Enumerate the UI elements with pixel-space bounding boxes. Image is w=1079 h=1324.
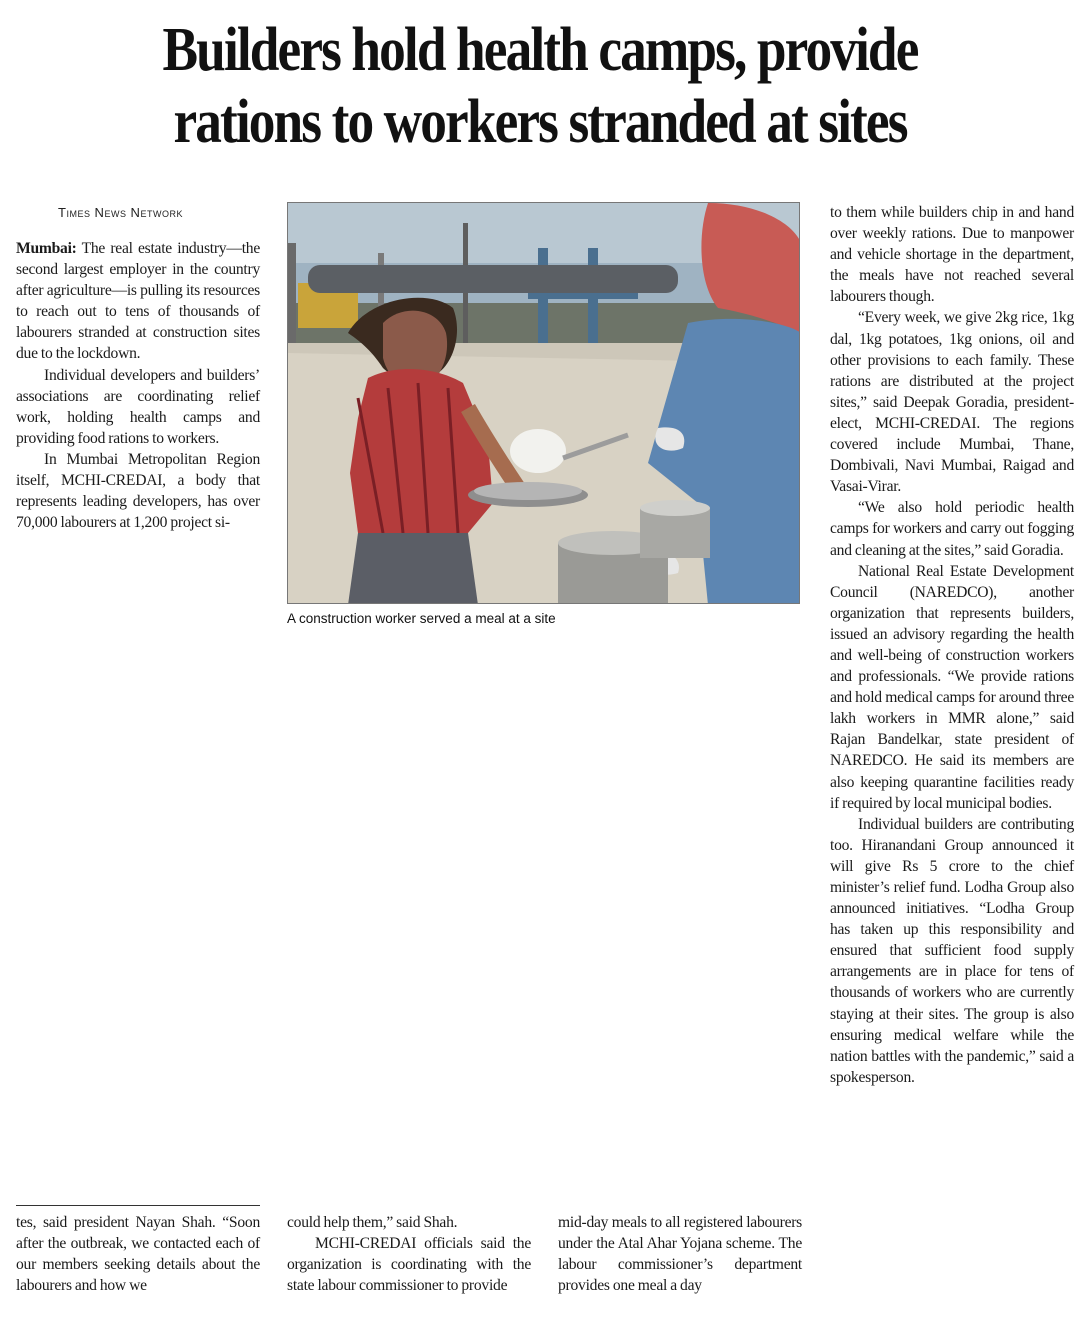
paragraph — [16, 238, 260, 365]
byline: Times News Network — [58, 205, 183, 220]
paragraph: National Real Estate Development Council (NAREDCO), another organization that represents builders, issued an advisory regarding the health and well-being of construction workers and professionals. “We provide rations and hold medical camps for around three lakh workers in MMR alone,” said Rajan Bandelkar, state president of NAREDCO. He said its members are also keeping quarantine facilities ready if required by local municipal bodies. — [830, 562, 1074, 812]
paragraph: could help them,” said Shah. — [287, 1214, 458, 1231]
divider — [16, 1205, 260, 1206]
paragraph: MCHI-CREDAI officials said the organization is coordinating with the state labour commissioner to provide — [287, 1235, 531, 1295]
paragraph: mid-day meals to all registered labourers under the Atal Ahar Yojana scheme. The labour commissioner’s department provides one meal a day — [558, 1214, 802, 1295]
paragraph: to them while builders chip in and hand over weekly rations. Due to manpower and vehicle shortage in the department, the meals have not reached several labourers though. — [830, 204, 1074, 306]
bottom-column-2 — [287, 1212, 531, 1296]
paragraph-text: The real estate industry—the second largest employer in the country after agriculture—is pulling its resources to reach out to tens of thousands of labourers stranded at construction sites due to the lockdown. — [16, 240, 260, 363]
paragraph: tes, said president Nayan Shah. “Soon after the outbreak, we contacted each of our members seeking details about the labourers and how we — [16, 1214, 260, 1295]
paragraph: “We also hold periodic health camps for workers and carry out fogging and cleaning at the sites,” said Goradia. — [830, 499, 1074, 559]
paragraph: “Every week, we give 2kg rice, 1kg dal, 1kg potatoes, 1kg onions, oil and other provisions to each family. These rations are distributed at the project sites,” said Deepak Goradia, president-elect, MCHI-CREDAI. The regions covered include Mumbai, Thane, Dombivali, Navi Mumbai, Raigad and Vasai-Virar. — [830, 309, 1074, 496]
photo-illustration — [288, 203, 800, 604]
photo-caption: A construction worker served a meal at a site — [287, 611, 556, 626]
paragraph: In Mumbai Metropolitan Region itself, MCHI-CREDAI, a body that represents leading developers, has over 70,000 labourers at 1,200 project si- — [16, 450, 260, 532]
bottom-column-3 — [558, 1212, 802, 1296]
bottom-column-1 — [16, 1212, 260, 1296]
paragraph: Individual developers and builders’ associations are coordinating relief work, holding health camps and providing food rations to workers. — [16, 366, 260, 447]
news-photo — [287, 202, 800, 604]
column-3 — [830, 202, 1074, 1088]
dateline: Mumbai: — [16, 240, 77, 257]
headline — [84, 14, 996, 158]
headline-line-1: Builders hold health camps, provide — [162, 16, 918, 84]
headline-line-2: rations to workers stranded at sites — [173, 88, 907, 156]
column-1 — [16, 238, 260, 533]
paragraph: Individual builders are contributing too. Hiranandani Group announced it will give Rs 5 crore to the chief minister’s relief fund. Lodha Group also announced initiatives. “Lodha Group has taken up this responsibility and ensured that sufficient food supply arrangements are in place for tens of thousands of workers who are currently staying at their sites. The group is also ensuring medical welfare while the nation battles with the pandemic,” said a spokesperson. — [830, 815, 1074, 1086]
